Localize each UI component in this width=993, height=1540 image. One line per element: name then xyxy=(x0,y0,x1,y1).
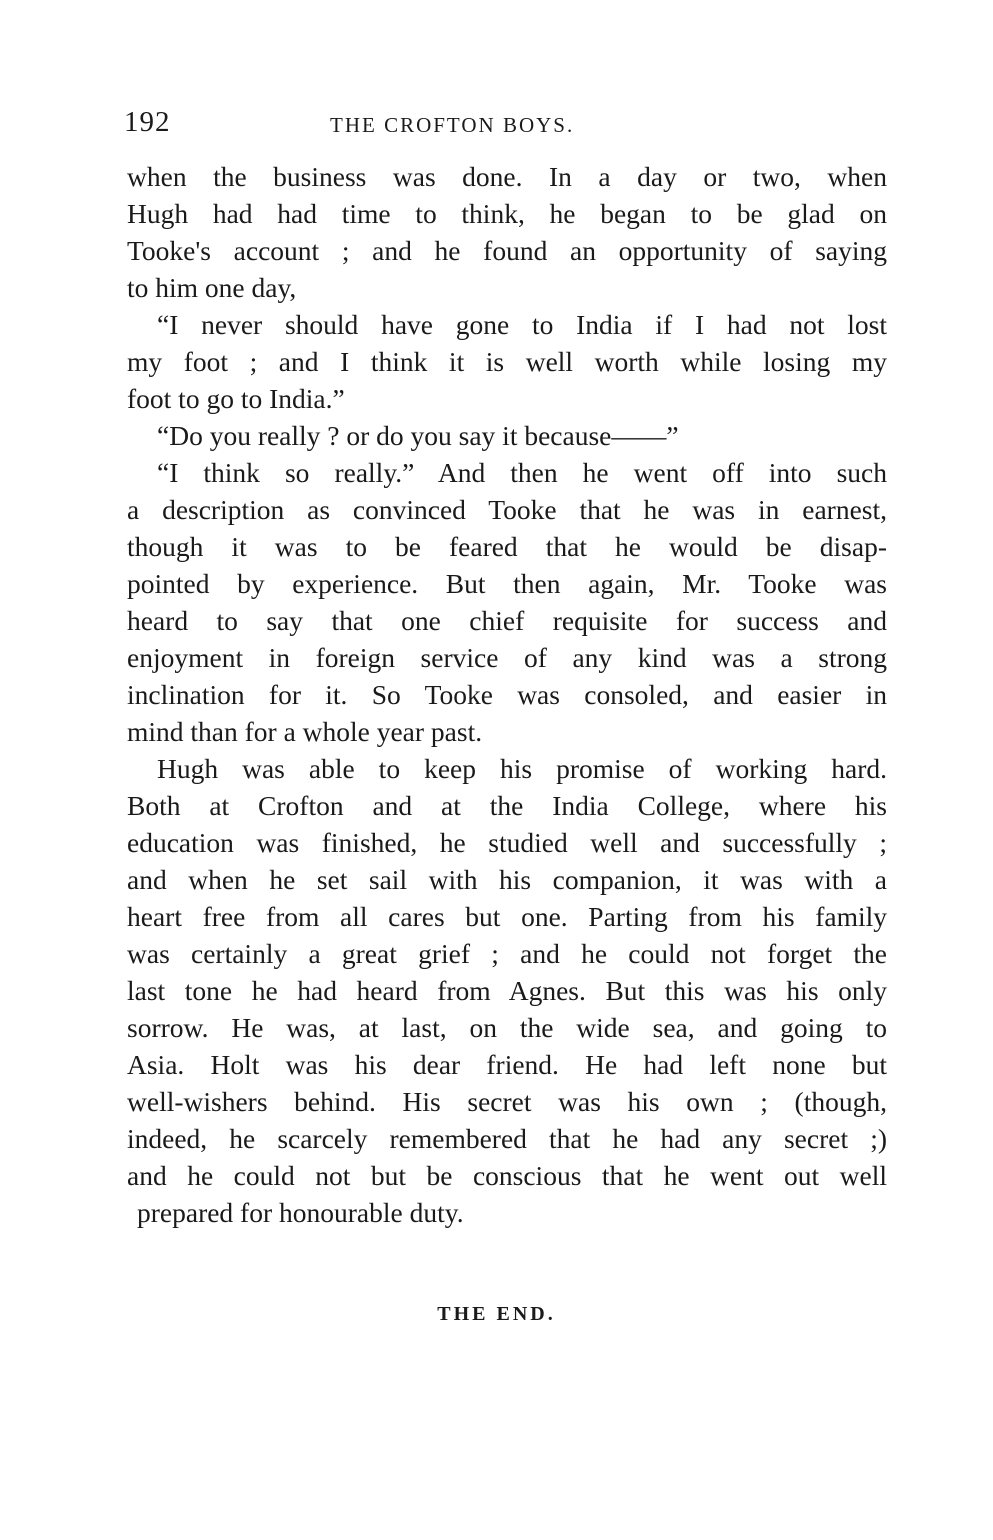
text-line: heard to say that one chief requisite for success and xyxy=(127,605,887,636)
text-line: Tooke's account ; and he found an opportunity of saying xyxy=(127,235,887,266)
text-line: heart free from all cares but one. Parting from his family xyxy=(127,901,887,932)
text-line: sorrow. He was, at last, on the wide sea, and going to xyxy=(127,1012,887,1043)
text-line: education was finished, he studied well and successfully ; xyxy=(127,827,887,858)
text-line: mind than for a whole year past. xyxy=(127,716,483,747)
text-line: well-wishers behind. His secret was his own ; (though, xyxy=(127,1086,887,1117)
text-line: Asia. Holt was his dear friend. He had left none but xyxy=(127,1049,887,1080)
text-line: though it was to be feared that he would be disap- xyxy=(127,531,887,562)
body-text xyxy=(127,158,887,1231)
text-line: prepared for honourable duty. xyxy=(137,1197,464,1228)
text-line: pointed by experience. But then again, Mr. Tooke was xyxy=(127,568,887,599)
text-line: inclination for it. So Tooke was consoled, and easier in xyxy=(127,679,887,710)
text-line: and when he set sail with his companion, it was with a xyxy=(127,864,887,895)
running-head: THE CROFTON BOYS. xyxy=(330,113,575,137)
text-line: “I never should have gone to India if I had not lost xyxy=(157,309,887,340)
text-line: Hugh had had time to think, he began to be glad on xyxy=(127,198,887,229)
text-line: last tone he had heard from Agnes. But this was his only xyxy=(127,975,887,1006)
text-line: “Do you really ? or do you say it because——” xyxy=(157,420,679,451)
the-end-label: THE END. xyxy=(437,1303,556,1325)
text-line: was certainly a great grief ; and he could not forget the xyxy=(127,938,887,969)
text-line: enjoyment in foreign service of any kind was a strong xyxy=(127,642,887,673)
text-line: indeed, he scarcely remembered that he had any secret ;) xyxy=(127,1123,887,1154)
text-line: a description as convinced Tooke that he was in earnest, xyxy=(127,494,887,525)
page-number: 192 xyxy=(124,106,171,138)
text-line: foot to go to India.” xyxy=(127,383,345,414)
text-line: Hugh was able to keep his promise of working hard. xyxy=(157,753,887,784)
text-line: Both at Crofton and at the India College, where his xyxy=(127,790,887,821)
text-line: to him one day, xyxy=(127,272,297,303)
text-line: “I think so really.” And then he went off into such xyxy=(157,457,887,488)
text-line: my foot ; and I think it is well worth while losing my xyxy=(127,346,887,377)
text-line: when the business was done. In a day or two, when xyxy=(127,161,887,192)
text-line: and he could not but be conscious that he went out well xyxy=(127,1160,887,1191)
